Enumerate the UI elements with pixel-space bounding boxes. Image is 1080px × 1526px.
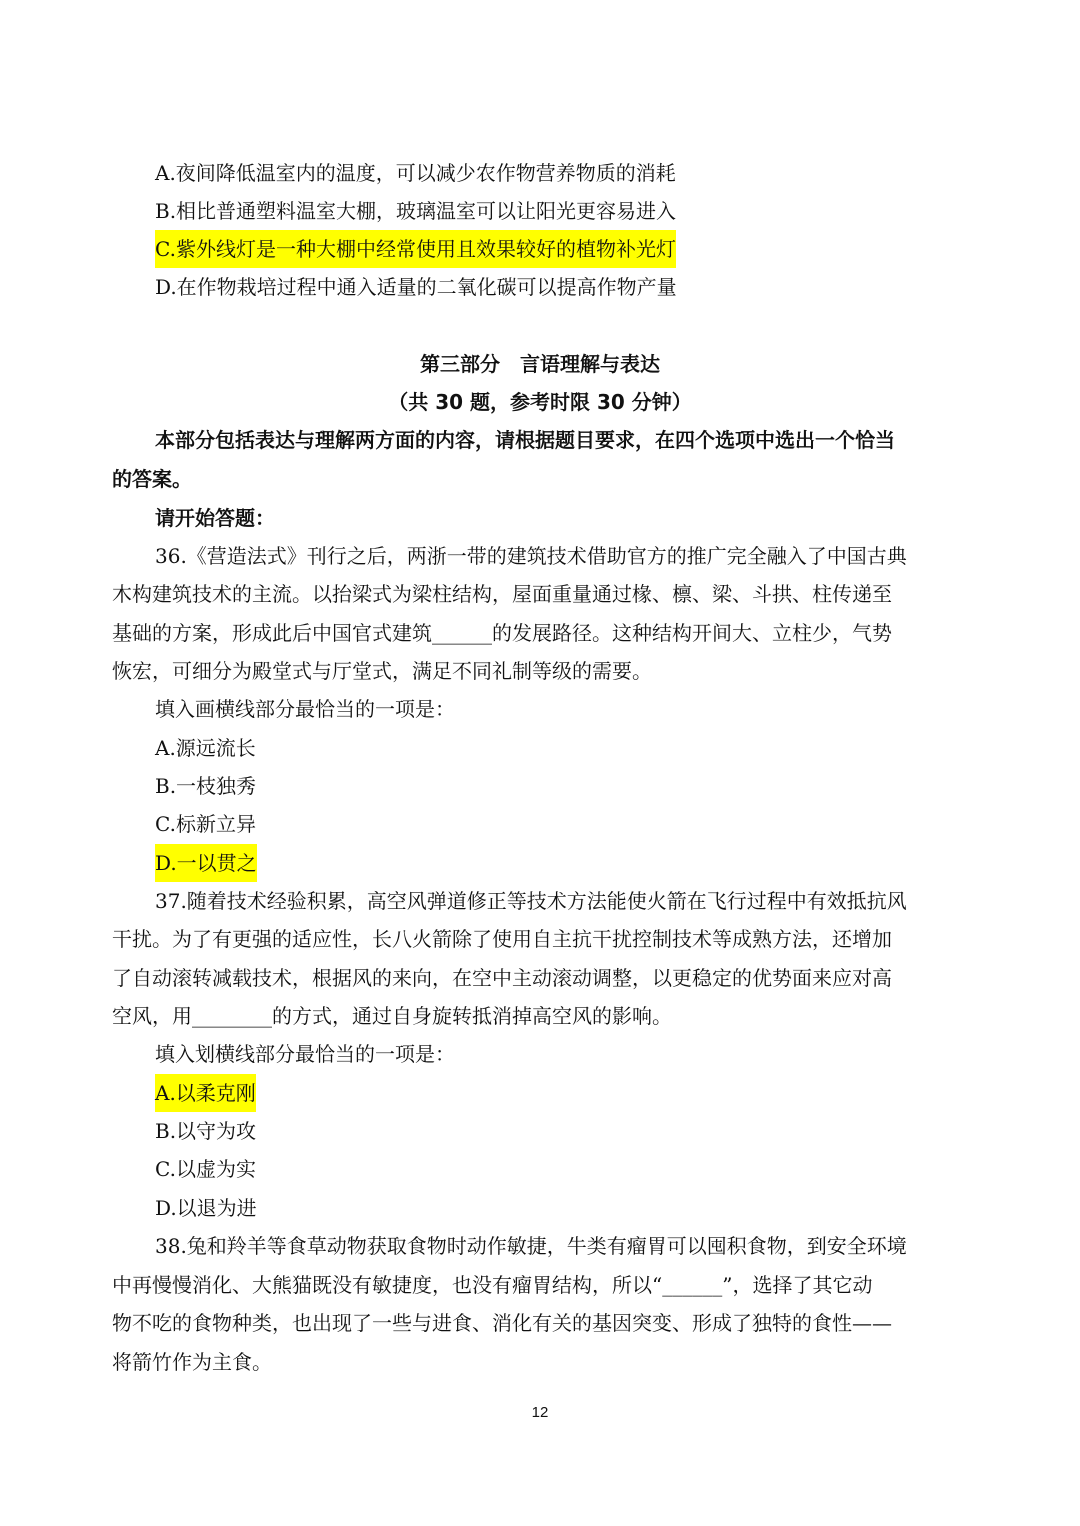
section-subtitle: （共 30 题，参考时限 30 分钟） <box>388 390 692 414</box>
page-number: 12 <box>531 1404 549 1421</box>
section-title: 第三部分 言语理解与表达 <box>420 352 660 376</box>
document-page: A.夜间降低温室内的温度，可以减少农作物营养物质的消耗 B.相比普通塑料温室大棚，玻璃温室可以让阳光更容易进入 C.紫外线灯是一种大棚中经常使用且效果较好的植物补光灯 D.在作物栽培过程中通入适量的二氧化碳可以提高作物产量 第三部分 言语理解与表达 （共 30 题，参考时限 30 分钟） 本部分包括表达与理解两方面的内容，请根据题目要求，在四个选项中选出一个恰当 的答案。 请开始答题： 36.《营造法式》刊行之后，两浙一带的建筑技术借助官方的推广完全融入了中国古典 木构建筑技术的主流。以抬梁式为梁柱结构，屋面重量通过椽、檩、梁、斗拱、柱传递至 基础的方案，形成此后中国官式建筑______的发展路径。这种结构开间大、立柱少，气势 恢宏，可细分为殿堂式与厅堂式，满足不同礼制等级的需要。 填入画横线部分最恰当的一项是： A.源远流长 B.一枝独秀 C.标新立异 D.一以贯之 37.随着技术经验积累，高空风弹道修正等技术方法能使火箭在飞行过程中有效抵抗风 干扰。为了有更强的适应性，长八火箭除了使用自主抗干扰控制技术等成熟方法，还增加 了自动滚转减载技术，根据风的来向，在空中主动滚动调整，以更稳定的优势面来应对高 空风，用________的方式，通过自身旋转抵消掉高空风的影响。 填入划横线部分最恰当的一项是： A.以柔克刚 B.以守为攻 C.以虚为实 D.以退为进 38.兔和羚羊等食草动物获取食物时动作敏捷，牛类有瘤胃可以囤积食物，到安全环境 中再慢慢消化、大熊猫既没有敏捷度，也没有瘤胃结构，所以“______”，选择了其它动 物不吃的食物种类，也出现了一些与进食、消化有关的基因突变、形成了独特的食性—— 将箭竹作为主食。 12 <box>0 0 1080 1526</box>
